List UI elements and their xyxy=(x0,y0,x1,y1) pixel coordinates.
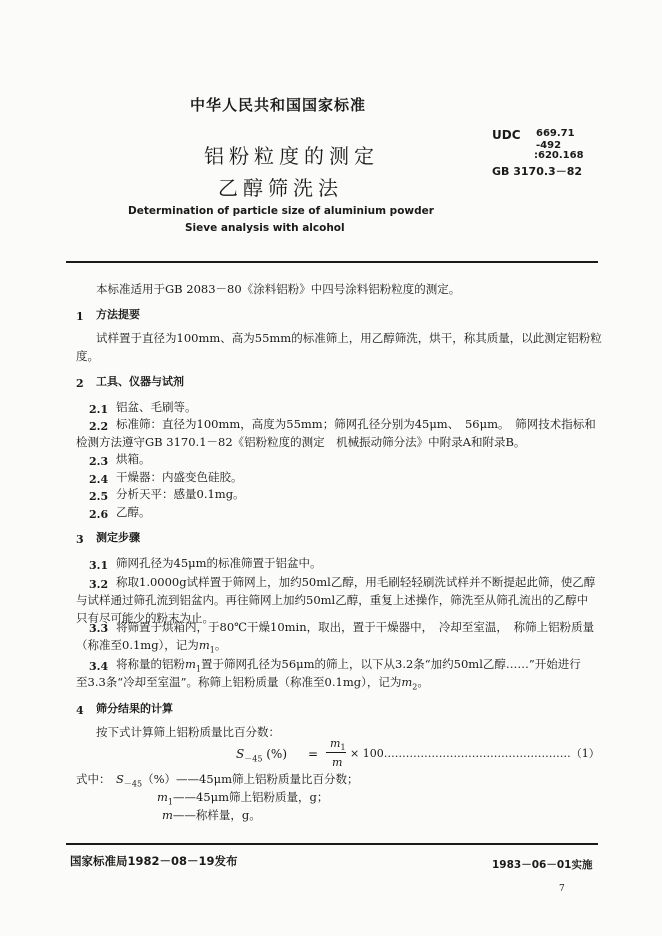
section-4-number: 4 xyxy=(76,704,84,717)
item-2-3-number: 2.3 xyxy=(89,455,109,468)
formula-equals-sign: = xyxy=(308,747,319,761)
footer-divider xyxy=(66,843,598,845)
item-3-3-period: 。 xyxy=(214,638,227,652)
item-3-4-text-post: 置于筛网孔径为56μm的筛上，以下从3.2条“加约50ml乙醇……”开始进行 xyxy=(201,657,581,671)
scope-paragraph: 本标准适用于GB 2083－80《涂料铝粉》中四号涂料铝粉粒度的测定。 xyxy=(96,282,461,296)
header-divider xyxy=(66,261,598,263)
page-number: 7 xyxy=(559,884,565,894)
udc-label: UDC xyxy=(492,128,521,142)
english-title-line1: Determination of particle size of aluminium powder xyxy=(128,205,434,217)
item-3-2-text: 称取1.0000g试样置于筛网上，加约50ml乙醇，用毛刷轻轻刷洗试样并不断提起此筛，使乙醇 xyxy=(116,575,596,589)
formula-lhs-unit: (%) xyxy=(266,747,288,761)
section-2-title: 工具、仪器与试剂 xyxy=(96,375,184,388)
where-s45-line xyxy=(116,774,359,788)
item-3-4-text-cont xyxy=(76,677,429,691)
section-1-text-cont: 度。 xyxy=(76,349,99,363)
section-1-title: 方法提要 xyxy=(96,308,140,321)
item-2-5-text: 分析天平：感量0.1mg。 xyxy=(116,487,245,501)
gb-code: GB 3170.3－82 xyxy=(492,165,582,178)
where-m1-symbol: m xyxy=(157,790,168,804)
mass-m1-symbol: m xyxy=(198,638,210,652)
item-3-2-number: 3.2 xyxy=(89,578,109,591)
effective-date: 1983－06－01实施 xyxy=(492,859,593,871)
formula-lhs-symbol: S xyxy=(236,747,245,761)
section-1-number: 1 xyxy=(76,310,84,323)
where-m1-subscript: 1 xyxy=(167,797,173,807)
issue-date: 国家标准局1982－08－19发布 xyxy=(70,854,238,868)
page-title-line1: 铝粉粒度的测定 xyxy=(204,144,379,168)
udc-code-line1: 669.71 xyxy=(536,128,575,139)
section-2-number: 2 xyxy=(76,377,84,390)
where-s45-text: （%）——45μm筛上铝粉质量比百分数； xyxy=(142,772,359,786)
section-3-title: 测定步骤 xyxy=(96,531,140,544)
page-title-line2: 乙醇筛洗法 xyxy=(218,176,343,200)
formula-lhs-subscript: －45 xyxy=(244,754,263,764)
formula-numerator-symbol: m xyxy=(330,737,341,750)
item-3-1-number: 3.1 xyxy=(89,559,109,572)
item-3-2-text-cont2: 只有尽可能少的粉末为止。 xyxy=(76,611,214,625)
udc-code-line3: :620.168 xyxy=(534,150,584,161)
item-3-1-text: 筛网孔径为45μm的标准筛置于铝盆中。 xyxy=(116,556,322,570)
item-2-5-number: 2.5 xyxy=(89,490,109,503)
item-3-4-text-pre: 将称量的铝粉 xyxy=(116,657,185,671)
item-3-4-number: 3.4 xyxy=(89,660,109,673)
item-2-1-number: 2.1 xyxy=(89,403,109,416)
item-3-3-text: 将筛置于烘箱内，于80℃干燥10min，取出，置于干燥器中， 冷却至室温， 称筛上铝粉质量 xyxy=(116,620,595,634)
item-2-3-text: 烘箱。 xyxy=(116,452,151,466)
section-3-number: 3 xyxy=(76,533,84,546)
formula-numerator xyxy=(330,738,346,752)
item-3-4-text xyxy=(116,659,581,673)
where-m-text: ——称样量，g。 xyxy=(172,808,261,822)
formula-numerator-subscript: 1 xyxy=(340,743,346,753)
issuing-authority-heading: 中华人民共和国国家标准 xyxy=(190,96,367,114)
item-3-3-number: 3.3 xyxy=(89,622,109,635)
where-m-symbol: m xyxy=(162,808,173,822)
item-3-4-text-cont-main: 至3.3条“冷却至室温”。称筛上铝粉质量（称准至0.1mg），记为 xyxy=(76,675,402,689)
formula-lead-text: 按下式计算筛上铝粉质量比百分数： xyxy=(96,725,280,739)
formula-denominator xyxy=(332,757,342,768)
item-2-2-text-cont: 检测方法遵守GB 3170.1－82《铝粉粒度的测定 机械振动筛分法》中附录A和附录B。 xyxy=(76,435,526,449)
udc-code-line2: -492 xyxy=(536,140,562,151)
item-3-3-text-cont xyxy=(76,640,226,654)
formula-denominator-symbol: m xyxy=(332,756,343,769)
section-4-title: 筛分结果的计算 xyxy=(96,702,173,715)
where-label: 式中： xyxy=(76,772,111,786)
mass-m2-symbol: m xyxy=(401,675,413,689)
formula-lhs xyxy=(236,748,287,763)
item-2-4-text: 干燥器：内盛变色硅胶。 xyxy=(116,470,243,484)
item-2-6-text: 乙醇。 xyxy=(116,505,151,519)
where-s45-subscript: －45 xyxy=(123,779,143,789)
where-m1-line xyxy=(157,792,328,806)
item-3-2-text-cont1: 与试样通过筛孔流到铝盆内。再往筛网上加约50ml乙醇，重复上述操作，筛洗至从筛孔流出的乙醇中 xyxy=(76,593,589,607)
mass-m1-subscript: 1 xyxy=(209,645,215,655)
item-2-4-number: 2.4 xyxy=(89,473,109,486)
item-3-3-text-cont-main: （称准至0.1mg），记为 xyxy=(76,638,199,652)
where-m-line xyxy=(162,810,261,822)
item-3-4-period: 。 xyxy=(417,675,429,689)
formula-remainder: × 100……………………………………………（1） xyxy=(350,747,600,760)
english-title-line2: Sieve analysis with alcohol xyxy=(185,222,345,234)
item-3-4-mass-subscript: 1 xyxy=(195,664,201,674)
formula-fraction-bar xyxy=(326,752,346,753)
where-s45-symbol: S xyxy=(116,772,124,786)
mass-m2-subscript: 2 xyxy=(412,682,418,692)
item-2-6-number: 2.6 xyxy=(89,508,109,521)
where-m1-text: ——45μm筛上铝粉质量，g； xyxy=(173,790,329,804)
item-2-1-text: 铝盆、毛刷等。 xyxy=(116,400,197,414)
item-2-2-text: 标准筛：直径为100mm，高度为55mm；筛网孔径分别为45μm、 56μm。 筛网技术指标和 xyxy=(116,417,596,431)
item-3-4-mass-symbol: m xyxy=(185,657,196,671)
section-1-text: 试样置于直径为100mm、高为55mm的标准筛上，用乙醇筛洗，烘干，称其质量，以此测定铝粉粒 xyxy=(96,331,602,345)
item-2-2-number: 2.2 xyxy=(89,420,109,433)
